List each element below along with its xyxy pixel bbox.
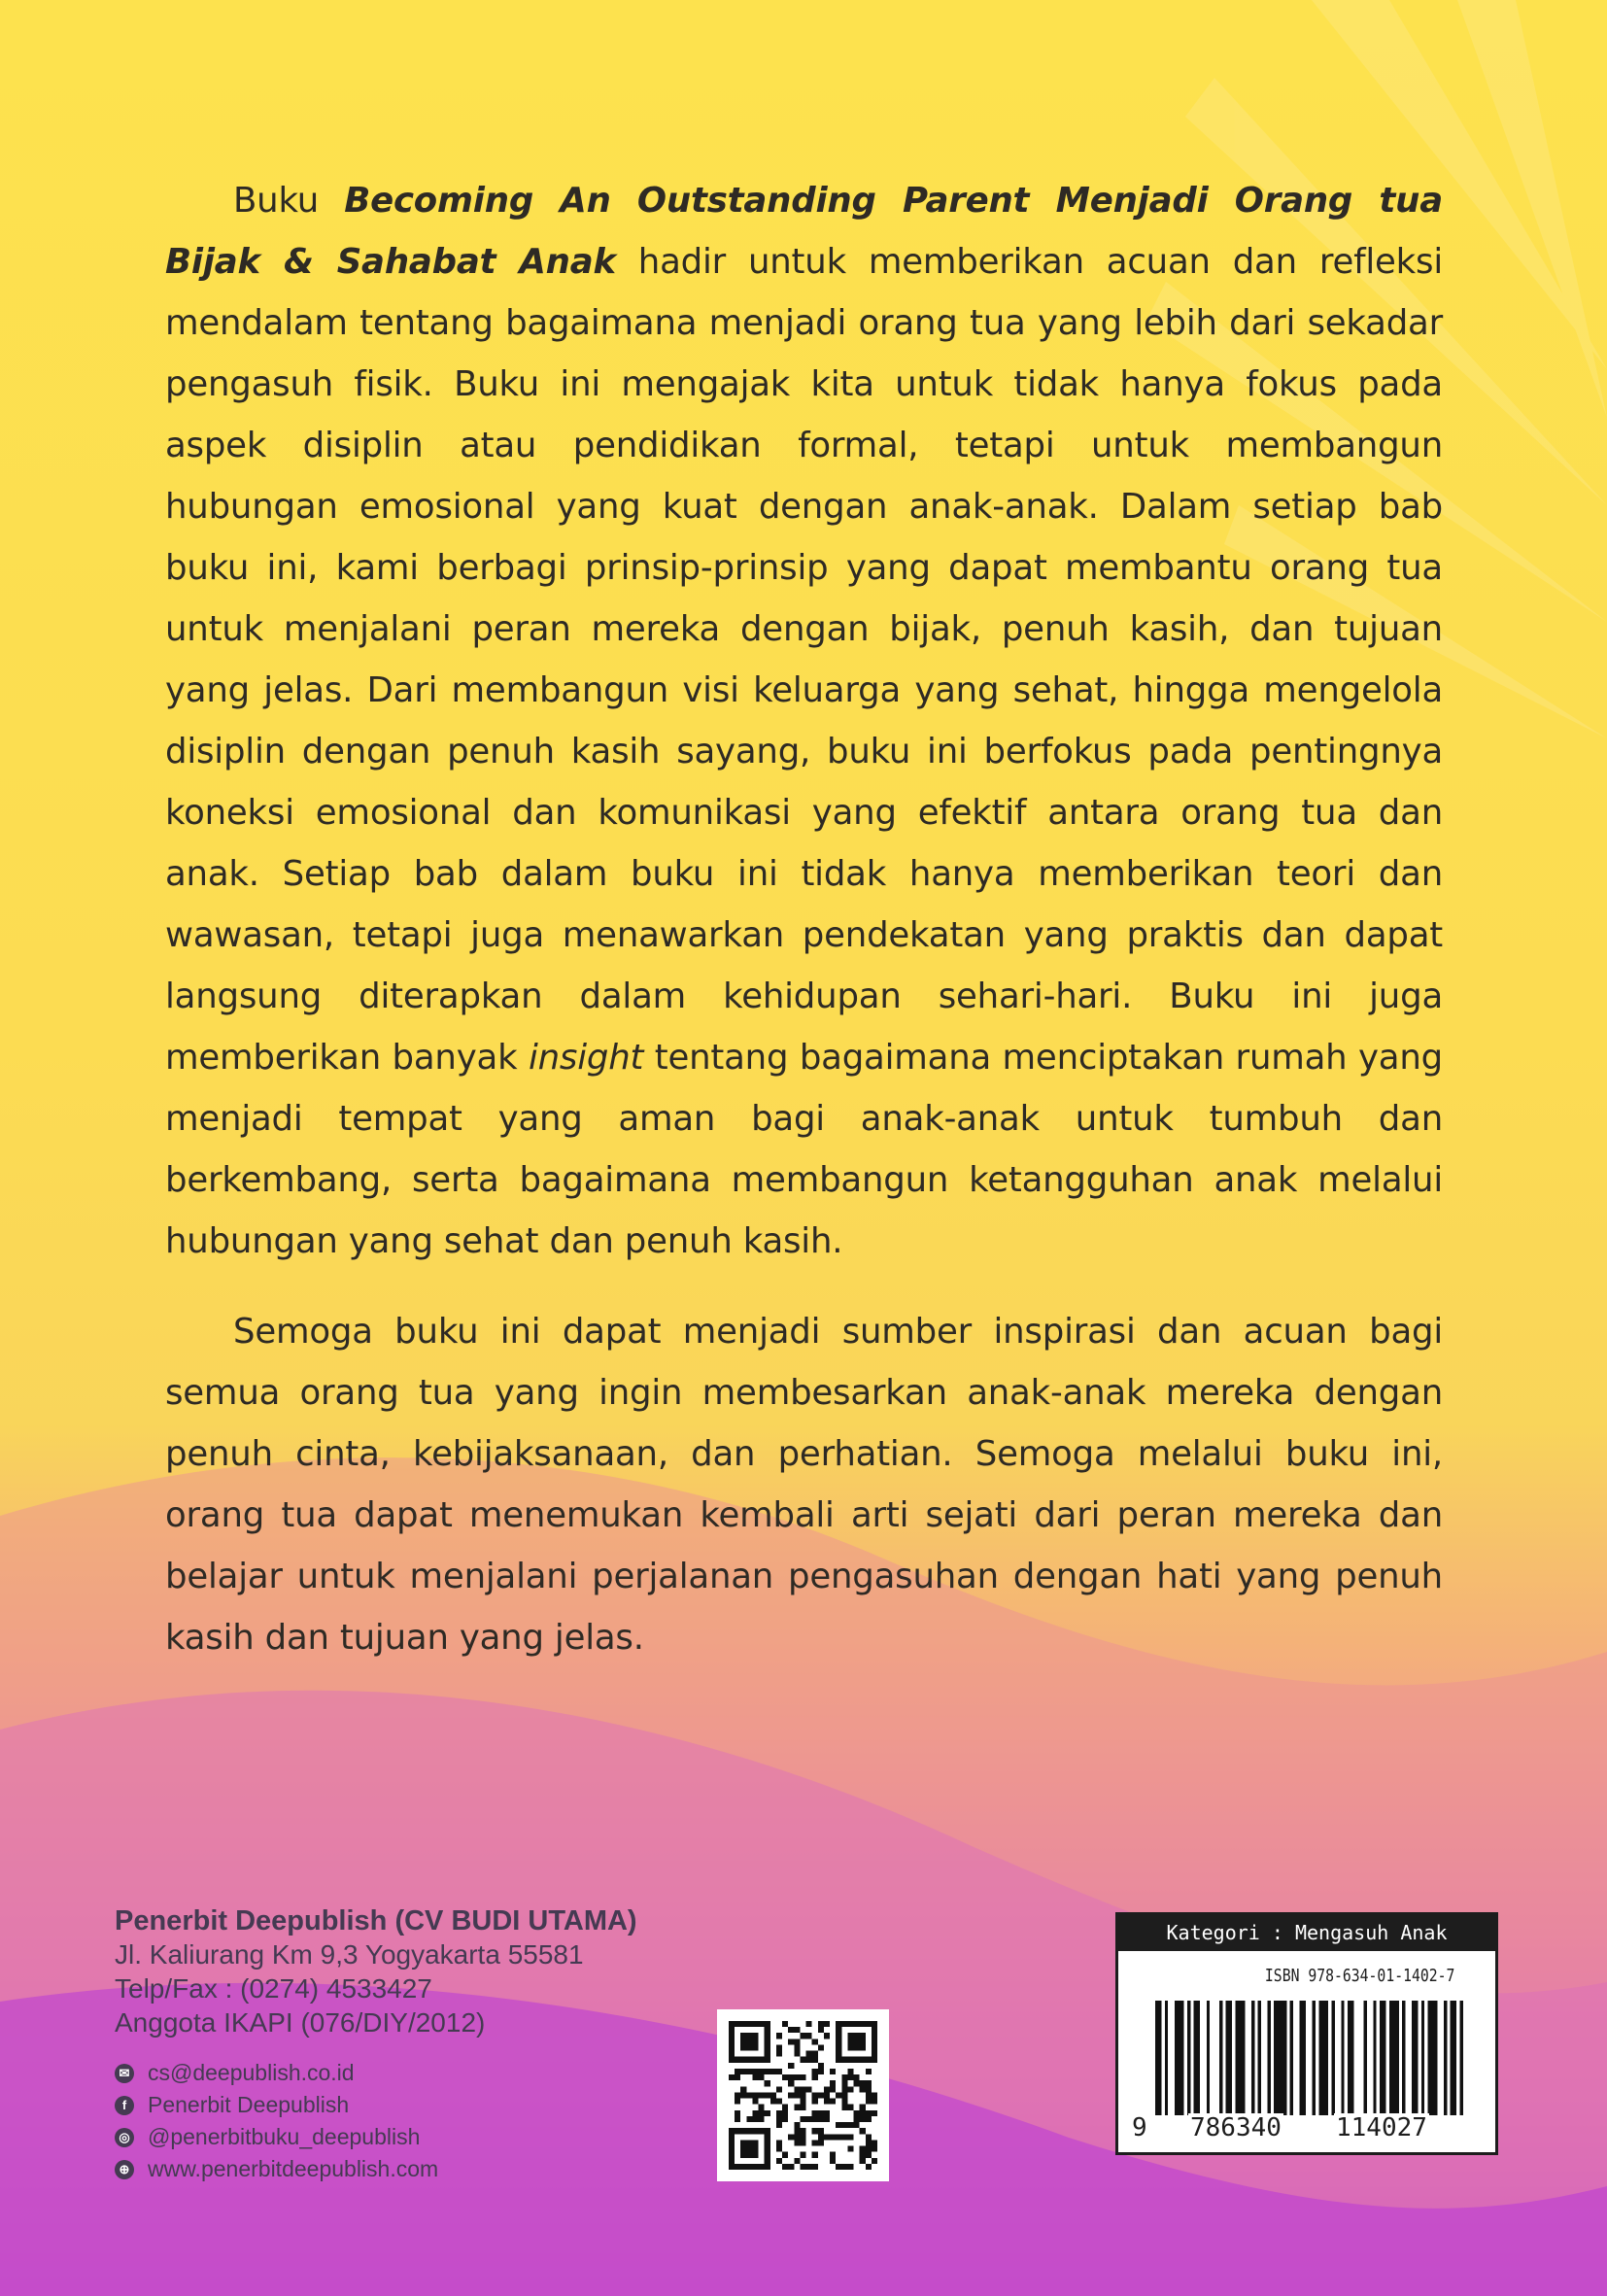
qr-code-icon (729, 2021, 877, 2170)
contact-facebook-text: Penerbit Deepublish (148, 2092, 350, 2117)
contact-email-text: cs@deepublish.co.id (148, 2060, 355, 2085)
contact-website-text: www.penerbitdeepublish.com (148, 2156, 439, 2181)
blurb-paragraph-2: Semoga buku ini dapat menjadi sumber inspirasi dan acuan bagi semua orang tua yang ingin membesarkan anak-anak mereka dengan penuh cinta, kebijaksanaan, dan perhatian. Semoga melalui buku ini, orang tua dapat menemukan kembali arti sejati dari peran mereka dan belajar untuk menjalani perjalanan pengasuhan dengan hati yang penuh kasih dan tujuan yang jelas. (165, 1312, 1443, 1658)
contact-list (115, 2057, 717, 2185)
contact-facebook[interactable] (115, 2089, 717, 2121)
category-label: Kategori : Mengasuh Anak (1118, 1915, 1495, 1951)
publisher-address: Jl. Kaliurang Km 9,3 Yogyakarta 55581 (115, 1939, 584, 1970)
isbn-number: ISBN 978-634-01-1402-7 (1264, 1966, 1454, 1986)
publisher-phone: Telp/Fax : (0274) 4533427 (115, 1973, 432, 2004)
contact-instagram-text: @penerbitbuku_deepublish (148, 2124, 421, 2149)
blurb-italic-word: insight (528, 1038, 644, 1078)
book-title: Becoming An Outstanding Parent Menjadi Orang tua Bijak & Sahabat Anak (165, 181, 1443, 282)
blurb-body-2: tentang bagaimana menciptakan rumah yang menjadi tempat yang aman bagi anak-anak untuk tumbuh dan berkembang, serta bagaimana membangun ketangguhan anak melalui hubungan yang sehat dan penuh kasih. (165, 1038, 1443, 1261)
contact-email[interactable] (115, 2057, 717, 2089)
blurb-paragraph-1 (165, 170, 1443, 1272)
blurb-text (165, 170, 1443, 1668)
barcode-digits-left: 786340 (1190, 2113, 1282, 2142)
publisher-member: Anggota IKAPI (076/DIY/2012) (115, 2007, 486, 2038)
isbn-barcode-panel (1115, 1912, 1498, 2155)
qr-code[interactable] (717, 2009, 889, 2181)
barcode-digit-prefix: 9 (1132, 2113, 1147, 2142)
barcode-digits-right: 114027 (1336, 2113, 1427, 2142)
publisher-info (115, 1904, 717, 2185)
blurb-intro: Buku (233, 181, 345, 221)
contact-website[interactable] (115, 2153, 717, 2185)
blurb-body-1: hadir untuk memberikan acuan dan refleksi mendalam tentang bagaimana menjadi orang tua yang lebih dari sekadar pengasuh fisik. Buku ini mengajak kita untuk tidak hanya fokus pada aspek disiplin atau pendidikan formal, tetapi untuk membangun hubungan emosional yang kuat dengan anak-anak. Dalam setiap bab buku ini, kami berbagi prinsip-prinsip yang dapat membantu orang tua untuk menjalani peran mereka dengan bijak, penuh kasih, dan tujuan yang jelas. Dari membangun visi keluarga yang sehat, hingga mengelola disiplin dengan penuh kasih sayang, buku ini berfokus pada pentingnya koneksi emosional dan komunikasi yang efektif antara orang tua dan anak. Setiap bab dalam buku ini tidak hanya memberikan teori dan wawasan, tetapi juga menawarkan pendekatan yang praktis dan dapat langsung diterapkan dalam kehidupan sehari-hari. Buku ini juga memberikan banyak (165, 242, 1443, 1078)
facebook-icon: f (115, 2096, 134, 2115)
email-icon: ✉ (115, 2064, 134, 2083)
publisher-name: Penerbit Deepublish (CV BUDI UTAMA) (115, 1905, 637, 1936)
instagram-icon: ◎ (115, 2128, 134, 2147)
globe-icon: ⊕ (115, 2160, 134, 2179)
contact-instagram[interactable] (115, 2121, 717, 2153)
barcode-icon (1118, 1993, 1495, 2153)
